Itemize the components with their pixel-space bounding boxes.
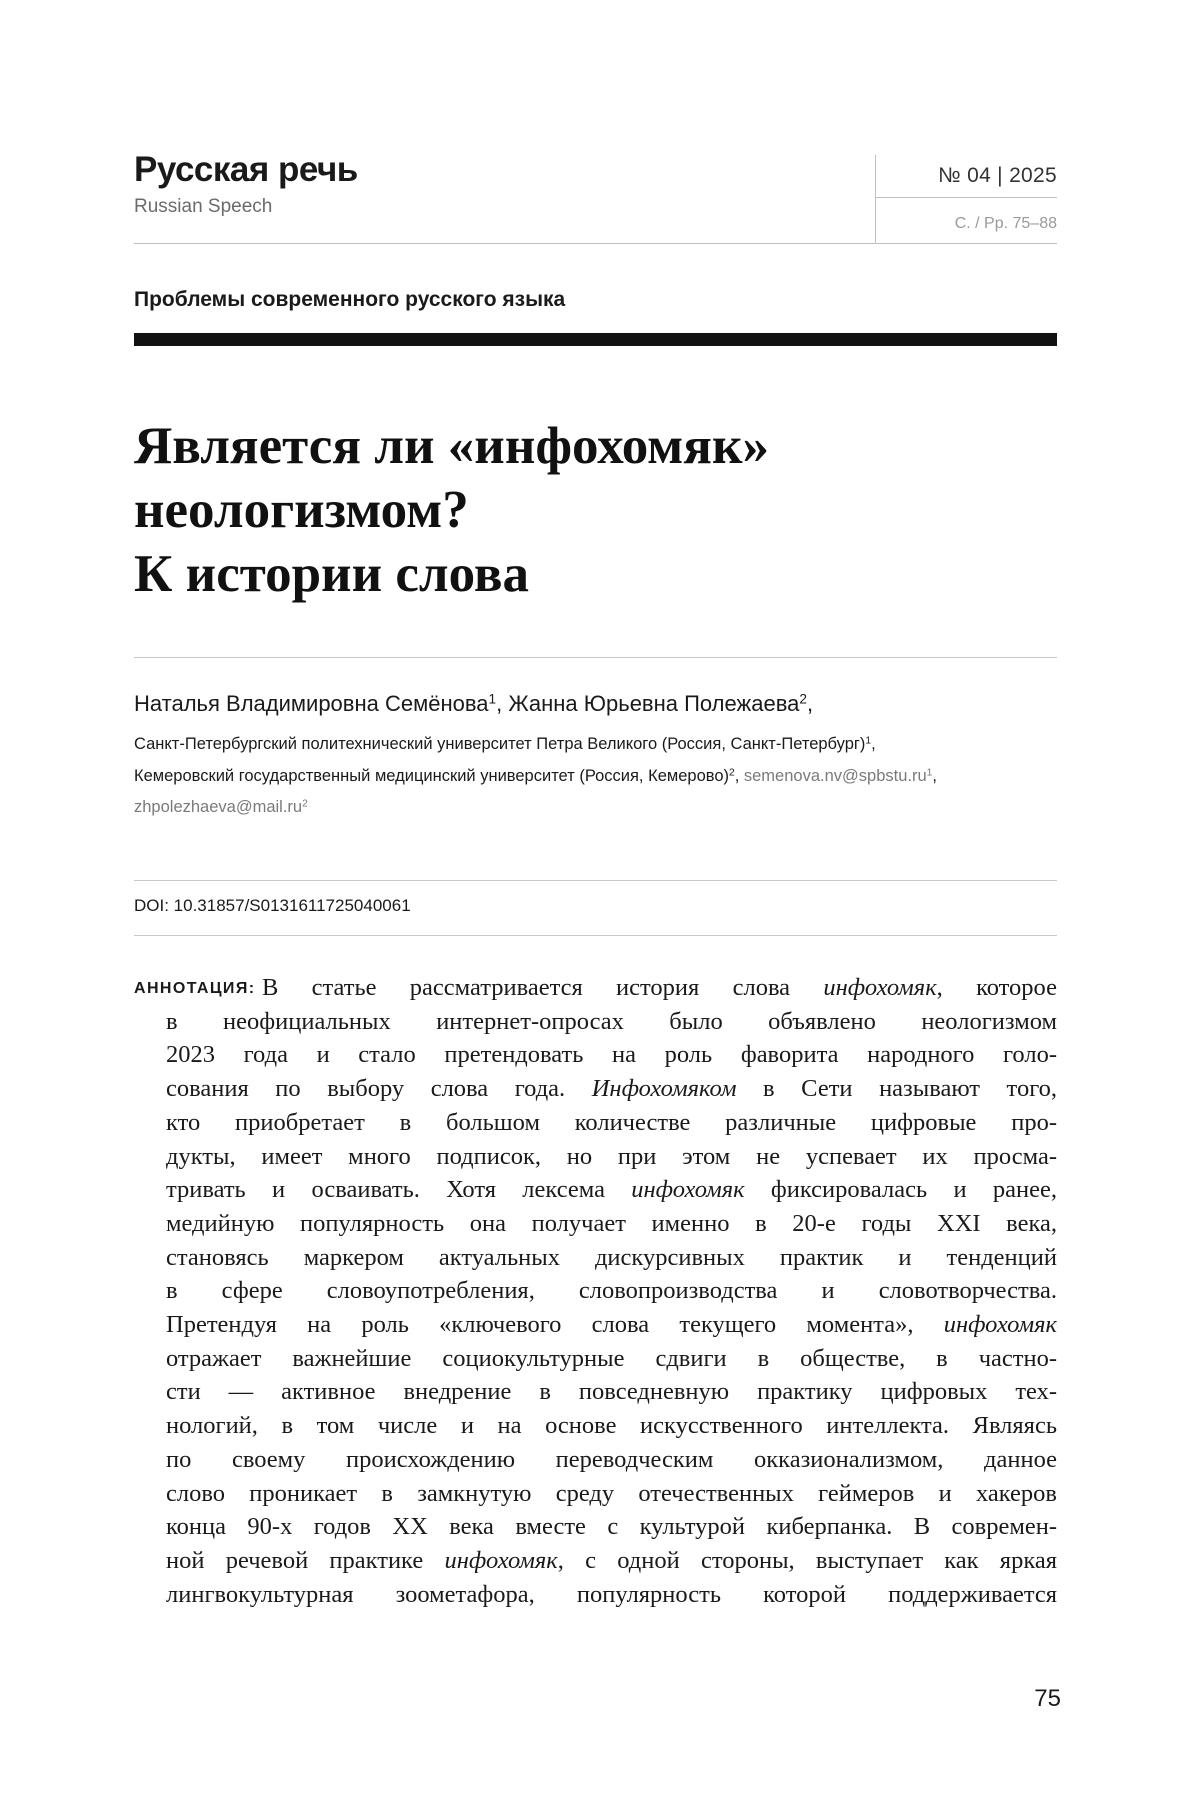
email-mark: 1 — [926, 767, 933, 779]
affiliation: Санкт-Петербургский политехнический университет Петра Великого (Россия, Санкт-Петербург) — [134, 735, 866, 753]
divider — [134, 935, 1057, 936]
abstract-text-run: фиксировалась и ранее, — [744, 1176, 1057, 1204]
author-name: Жанна Юрьевна Полежаева — [508, 691, 800, 716]
abstract-line — [166, 1005, 1057, 1039]
article-title — [134, 414, 1057, 606]
abstract-text-run: нологий, в том числе и на основе искусственного интеллекта. Являясь — [166, 1412, 1057, 1440]
email-link[interactable]: zhpolezhaeva@mail.ru — [134, 798, 303, 816]
journal-title: Русская речь — [134, 150, 358, 189]
page-number: 75 — [1034, 1685, 1061, 1712]
abstract-line — [166, 1510, 1057, 1544]
authors-line — [134, 691, 813, 717]
affiliation-mark: 2 — [729, 767, 735, 779]
abstract-text-run: В статье рассматривается история слова — [262, 974, 824, 1001]
abstract-text-run: дукты, имеет много подписок, но при этом не успевает их просма- — [166, 1142, 1057, 1170]
abstract-text-run: сования по выбору слова года. — [166, 1075, 592, 1103]
authors-trailing-comma: , — [806, 691, 814, 716]
abstract-line — [166, 1308, 1057, 1342]
abstract-text-run: , с одной стороны, выступает как яркая — [557, 1546, 1058, 1574]
issue-number: № 04 | 2025 — [938, 164, 1057, 187]
abstract-line — [166, 1342, 1057, 1376]
abstract-line — [166, 1173, 1057, 1207]
abstract-italic-term: инфохомяк — [631, 1176, 745, 1204]
abstract-text-run: сти — активное внедрение в повседневную практику цифровых тех- — [166, 1378, 1057, 1406]
affiliation-line — [134, 767, 937, 786]
email-comma: , — [932, 767, 937, 785]
affiliation-mark: 1 — [865, 735, 872, 747]
header-divider-horizontal — [876, 197, 1057, 198]
abstract-text-run: ной речевой практике — [166, 1546, 445, 1574]
affiliation-comma: , — [734, 767, 744, 785]
journal-header — [134, 152, 1057, 244]
abstract-italic-term: инфохомяк — [444, 1546, 558, 1574]
abstract-text-run: 2023 года и стало претендовать на роль фаворита народного голо- — [166, 1041, 1057, 1069]
abstract-line — [166, 1241, 1057, 1275]
section-bar — [134, 333, 1057, 346]
abstract-text-run: медийную популярность она получает именно в 20-е годы XXI века, — [166, 1209, 1057, 1237]
abstract-label: АННОТАЦИЯ: — [134, 980, 256, 997]
abstract-text-run: по своему происхождению переводческим окказионализмом, данное — [166, 1445, 1057, 1473]
abstract-text-run: , которое — [936, 974, 1057, 1001]
page-range: С. / Pp. 75–88 — [954, 215, 1057, 232]
author-affiliation-mark: 2 — [799, 691, 807, 707]
abstract-text-run: Претендуя на роль «ключевого слова текущего момента», — [166, 1311, 944, 1338]
abstract-line — [262, 971, 1057, 1005]
abstract-line — [166, 1207, 1057, 1241]
header-divider-vertical — [875, 155, 876, 244]
abstract-line — [166, 1409, 1057, 1443]
author-name: Наталья Владимировна Семёнова — [134, 691, 489, 716]
affiliation-line — [134, 735, 876, 754]
abstract-italic-term: Инфохомяком — [591, 1075, 737, 1103]
author-separator: , — [496, 691, 509, 716]
affiliation-line — [134, 798, 308, 817]
abstract-text-run: слово проникает в замкнутую среду отечественных геймеров и хакеров — [166, 1479, 1057, 1507]
abstract-line — [166, 1578, 1057, 1612]
abstract-line — [166, 1375, 1057, 1409]
title-line: К истории слова — [134, 545, 529, 603]
abstract-italic-term: инфохомяк — [943, 1311, 1057, 1338]
abstract-line — [166, 1477, 1057, 1511]
abstract-text-run: кто приобретает в большом количестве различные цифровые про- — [166, 1108, 1057, 1136]
abstract-text-run: конца 90-х годов XX века вместе с культурой киберпанка. В современ- — [166, 1513, 1057, 1541]
doi[interactable]: DOI: 10.31857/S0131611725040061 — [134, 896, 411, 915]
abstract-line — [166, 1072, 1057, 1106]
abstract-text-run: тривать и осваивать. Хотя лексема — [166, 1176, 632, 1204]
abstract-line — [166, 1038, 1057, 1072]
email-mark: 2 — [302, 798, 308, 810]
abstract-line — [166, 1140, 1057, 1174]
abstract-text-run: в неофициальных интернет-опросах было объявлено неологизмом — [166, 1007, 1057, 1035]
header-rule — [134, 243, 1057, 244]
divider — [134, 657, 1057, 658]
divider — [134, 880, 1057, 881]
section-label: Проблемы современного русского языка — [134, 288, 566, 311]
abstract-text-run: в сфере словоупотребления, словопроизводства и словотворчества. — [166, 1277, 1057, 1305]
abstract-line — [166, 1443, 1057, 1477]
abstract-text-run: в Сети называют того, — [736, 1075, 1058, 1103]
author-affiliation-mark: 1 — [488, 691, 497, 707]
abstract-line — [166, 1106, 1057, 1140]
abstract-line — [166, 1544, 1057, 1578]
abstract-text-run: лингвокультурная зоометафора, популярность которой поддерживается — [166, 1580, 1057, 1608]
abstract-text-run: становясь маркером актуальных дискурсивных практик и тенденций — [166, 1243, 1057, 1271]
abstract-line — [166, 1274, 1057, 1308]
affiliation: Кемеровский государственный медицинский университет (Россия, Кемерово) — [134, 767, 730, 785]
title-line: Является ли «инфохомяк» — [134, 417, 769, 475]
journal-subtitle: Russian Speech — [134, 196, 273, 217]
affiliation-comma: , — [871, 735, 876, 753]
abstract-text-run: отражает важнейшие социокультурные сдвиги в обществе, в частно- — [166, 1344, 1057, 1372]
email-link[interactable]: semenova.nv@spbstu.ru — [743, 767, 927, 785]
abstract-italic-term: инфохомяк — [823, 974, 937, 1001]
title-line: неологизмом? — [134, 481, 469, 539]
